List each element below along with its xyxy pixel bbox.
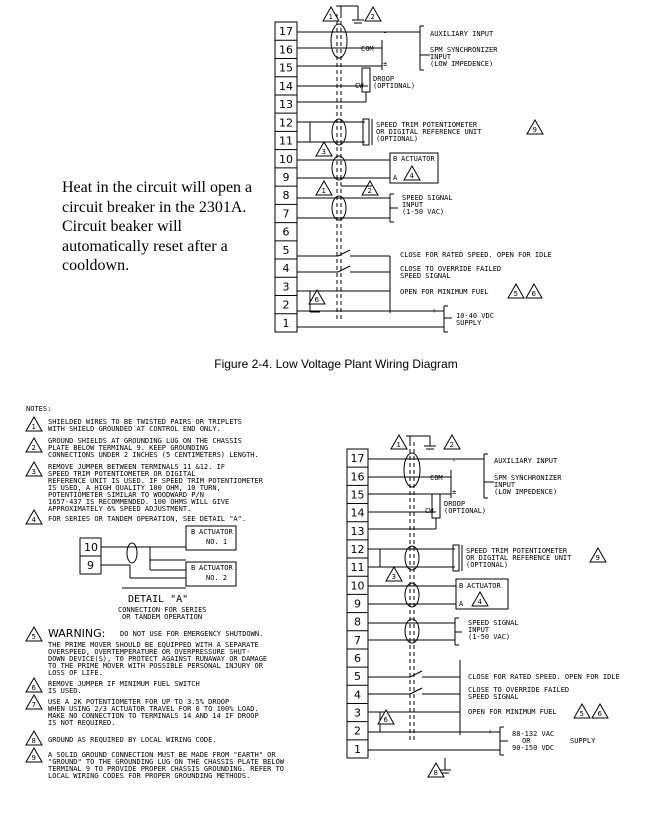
detail-term-10: 10 <box>84 541 98 554</box>
svg-text:WHEN USING 2/3 ACTUATOR TRAVEL: WHEN USING 2/3 ACTUATOR TRAVEL FOR 0 TO 100% LOAD. <box>48 705 259 713</box>
triangle-note-3-b <box>386 567 402 581</box>
svg-text:2: 2 <box>31 444 36 452</box>
detail-act1-l1: ACTUATOR <box>199 528 233 536</box>
svg-text:5: 5 <box>579 710 584 718</box>
d2-terminal-12: 12 <box>350 542 365 556</box>
d2-terminal-3: 3 <box>354 706 361 720</box>
triangle-note-2-b <box>362 181 378 195</box>
triangle-note-6 <box>309 290 325 304</box>
note-4-text: FOR SERIES OR TANDEM OPERATION, SEE DETAIL "A". <box>48 515 247 523</box>
svg-text:DOWN DEVICE(S), TO PROTECT AGA: DOWN DEVICE(S), TO PROTECT AGAINST RUNAWAY OR DAMAGE <box>48 655 268 663</box>
svg-text:4: 4 <box>477 598 482 606</box>
note-tri-5 <box>26 627 42 641</box>
d1-pm: ± <box>383 60 388 68</box>
d2-terminal-1: 1 <box>354 742 361 756</box>
warning-word: WARNING: <box>48 627 106 640</box>
d1-terminal-17: 17 <box>279 25 293 39</box>
d2-terminal-15: 15 <box>350 488 365 502</box>
svg-text:2: 2 <box>449 441 454 449</box>
svg-text:IS USED, A HIGH QUALITY 100 OH: IS USED, A HIGH QUALITY 100 OHM, 10 TURN, <box>48 484 221 492</box>
d2-sig3: (1-50 VAC) <box>468 633 511 641</box>
svg-text:A SOLID GROUND CONNECTION MUST: A SOLID GROUND CONNECTION MUST BE MADE FROM "EARTH" OR <box>48 751 276 759</box>
d1-terminal-10: 10 <box>279 152 293 166</box>
detail-act2-l2: NO. 2 <box>206 574 228 582</box>
svg-text:SHIELDED WIRES TO BE TWISTED P: SHIELDED WIRES TO BE TWISTED PAIRS OR TRIPLETS <box>48 418 242 426</box>
d1-supply2: SUPPLY <box>456 319 482 327</box>
note-1-text <box>48 418 242 433</box>
note-7-text <box>48 698 259 727</box>
d2-com: COM <box>430 474 443 482</box>
svg-text:POTENTIOMETER SIMILAR TO WOODW: POTENTIOMETER SIMILAR TO WOODWARD P/N <box>48 491 204 499</box>
d1-terminal-12: 12 <box>279 116 293 130</box>
triangle-note-2 <box>365 7 381 21</box>
d1-terminal-8: 8 <box>282 189 290 203</box>
triangle-note-5-b <box>574 704 590 718</box>
d2-droop1: DROOP <box>444 500 466 508</box>
d2-trim1: SPEED TRIM POTENTIOMETER <box>466 547 568 555</box>
detail-sub1: CONNECTION FOR SERIES <box>118 606 207 614</box>
d2-cw: CW <box>425 507 434 515</box>
d1-override1: CLOSE TO OVERRIDE FAILED <box>400 265 502 273</box>
svg-text:9: 9 <box>532 126 537 134</box>
svg-text:1657-437 IS RECOMMENDED. 100: 1657-437 IS RECOMMENDED. 100 OHMS WILL GIVE <box>48 498 230 506</box>
d2-terminal-6: 6 <box>354 652 361 666</box>
d1-terminal-9: 9 <box>282 171 290 184</box>
d1-plus: + <box>432 307 437 315</box>
d1-override2: SPEED SIGNAL <box>400 272 451 280</box>
d2-terminal-16: 16 <box>350 470 365 484</box>
triangle-note-9-a <box>527 120 543 134</box>
d1-minfuel: OPEN FOR MINIMUM FUEL <box>400 288 489 296</box>
svg-text:THE PRIME MOVER SHOULD BE EQUI: THE PRIME MOVER SHOULD BE EQUIPPED WITH A SEPARATE <box>48 641 259 649</box>
d2-pm: ± <box>452 488 457 496</box>
d1-cw: CW <box>355 82 364 90</box>
d1-actuator: ACTUATOR <box>401 155 435 163</box>
triangle-note-6-d <box>592 704 608 718</box>
d1-com: COM <box>361 45 374 53</box>
svg-text:1: 1 <box>328 13 333 21</box>
d1-trim3: (OPTIONAL) <box>376 135 419 143</box>
svg-text:1: 1 <box>31 423 36 431</box>
d2-terminal-2: 2 <box>354 724 361 738</box>
warning-block <box>48 627 267 677</box>
svg-text:DO NOT USE FOR EMERGENCY SHUTD: DO NOT USE FOR EMERGENCY SHUTDOWN. <box>120 630 264 638</box>
svg-text:8: 8 <box>31 737 36 745</box>
d2-supply2: 90-150 VDC <box>512 744 555 752</box>
detail-act2-b: B <box>191 564 196 572</box>
d2-minfuel: OPEN FOR MINIMUM FUEL <box>468 708 557 716</box>
diagram2 <box>347 435 608 777</box>
svg-text:7: 7 <box>31 701 36 709</box>
d2-spm1: SPM SYNCHRONIZER <box>494 474 562 482</box>
d2-terminal-9: 9 <box>354 597 361 611</box>
svg-text:1: 1 <box>321 187 326 195</box>
d2-terminal-13: 13 <box>350 524 365 538</box>
svg-text:6: 6 <box>597 710 602 718</box>
d1-trim2: OR DIGITAL REFERENCE UNIT <box>376 128 482 136</box>
note-2-text <box>48 437 259 459</box>
svg-text:WITH SHIELD GROUNDED AT CONTRO: WITH SHIELD GROUNDED AT CONTROL END ONLY. <box>48 425 221 433</box>
triangle-note-6-b <box>526 284 542 298</box>
note-tri-2 <box>26 438 42 452</box>
svg-text:3: 3 <box>321 148 326 156</box>
detail-act1-l2: NO. 1 <box>206 538 228 546</box>
triangle-note-2-c <box>444 435 460 449</box>
note-3-text <box>48 463 264 513</box>
d1-terminal-4: 4 <box>282 262 290 276</box>
note-tri-6 <box>26 678 42 692</box>
figure-caption: Figure 2-4. Low Voltage Plant Wiring Diagram <box>214 357 458 371</box>
triangle-note-9-b <box>590 548 606 562</box>
d1-terminal-2: 2 <box>282 298 290 312</box>
detail-act1-b: B <box>191 528 196 536</box>
svg-text:3: 3 <box>31 468 36 476</box>
d2-supply-or: OR <box>522 737 531 745</box>
d2-aux-input: AUXILIARY INPUT <box>494 457 558 465</box>
d2-terminal-11: 11 <box>350 561 365 575</box>
d1-terminal-7: 7 <box>282 207 290 221</box>
d1-droop2: (OPTIONAL) <box>373 82 416 90</box>
d2-terminal-5: 5 <box>354 670 361 684</box>
d1-terminal-15: 15 <box>279 61 293 75</box>
d1-terminal-14: 14 <box>279 79 293 93</box>
d1-terminal-6: 6 <box>282 225 290 239</box>
triangle-note-4-b <box>472 592 488 606</box>
note-tri-7 <box>26 695 42 709</box>
svg-text:3: 3 <box>391 573 396 581</box>
svg-text:1: 1 <box>396 441 401 449</box>
detail-title: DETAIL "A" <box>128 594 189 605</box>
d1-aux-input: AUXILIARY INPUT <box>430 30 494 38</box>
svg-text:4: 4 <box>409 172 414 180</box>
d1-terminal-5: 5 <box>282 243 290 257</box>
d2-minus2: - <box>488 746 493 754</box>
svg-text:GROUND SHIELDS AT GROUNDING LU: GROUND SHIELDS AT GROUNDING LUG ON THE CHASSIS <box>48 437 242 445</box>
d2-rated: CLOSE FOR RATED SPEED. OPEN FOR IDLE <box>468 673 620 681</box>
note-6-text <box>48 680 200 695</box>
d2-override1: CLOSE TO OVERRIDE FAILED <box>468 686 570 694</box>
note-9-text <box>48 751 285 780</box>
svg-text:TO THE PRIME MOVER WITH POSSIB: TO THE PRIME MOVER WITH POSSIBLE PERSONAL INJURY OR <box>48 662 263 670</box>
d2-b: B <box>459 582 464 590</box>
d2-terminal-10: 10 <box>350 579 365 593</box>
svg-text:9: 9 <box>595 554 600 562</box>
d1-rated: CLOSE FOR RATED SPEED. OPEN FOR IDLE <box>400 251 552 259</box>
note-tri-3 <box>26 462 42 476</box>
shield-ground-top <box>336 6 364 320</box>
d1-minus: - <box>383 29 388 37</box>
svg-text:"GROUND" TO THE GROUNDING LUG: "GROUND" TO THE GROUNDING LUG ON THE CHASSIS PLATE BELOW <box>48 758 285 766</box>
svg-text:2: 2 <box>370 13 375 21</box>
detail-term-9: 9 <box>87 559 94 572</box>
d1-spm1: SPM SYNCHRONIZER <box>430 46 498 54</box>
d1-terminal-16: 16 <box>279 43 293 57</box>
d2-a: A <box>459 600 464 608</box>
d1-a: A <box>393 174 398 182</box>
svg-text:USE A 2K POTENTIOMETER FOR UP: USE A 2K POTENTIOMETER FOR UP TO 3.5% DROOP <box>48 698 230 706</box>
svg-text:6: 6 <box>314 296 319 304</box>
d2-spm3: (LOW IMPEDENCE) <box>494 488 558 496</box>
triangle-note-5 <box>508 284 524 298</box>
d1-droop1: DROOP <box>373 75 395 83</box>
svg-text:6: 6 <box>383 716 388 724</box>
d2-terminal-17: 17 <box>350 452 365 466</box>
note-tri-9 <box>26 748 42 762</box>
svg-text:OVERSPEED, OVERTEMPERATURE OR: OVERSPEED, OVERTEMPERATURE OR OVERPRESSURE SHUT- <box>48 648 251 656</box>
svg-text:5: 5 <box>31 633 36 641</box>
d1-supply1: 10-40 VDC <box>456 312 494 320</box>
d1-sig2: INPUT <box>402 201 424 209</box>
notes-title: NOTES: <box>26 405 52 413</box>
svg-text:9: 9 <box>31 754 36 762</box>
d2-minus: - <box>452 457 457 465</box>
svg-text:8: 8 <box>433 769 438 777</box>
d1-sig3: (1-50 VAC) <box>402 208 445 216</box>
detail-sub2: OR TANDEM OPERATION <box>122 613 203 621</box>
d2-droop2: (OPTIONAL) <box>444 507 487 515</box>
svg-text:CONNECTIONS UNDER 2 INCHES (5: CONNECTIONS UNDER 2 INCHES (5 CENTIMETERS) LENGTH. <box>48 451 259 459</box>
note-tri-8 <box>26 731 42 745</box>
circuit-breaker-note: Heat in the circuit will open a circuit breaker in the 2301A. Circuit beaker will automatically reset after a cooldown. <box>62 179 253 274</box>
triangle-note-1-c <box>391 435 407 449</box>
svg-text:SPEED TRIM POTENTIOMETER OR DI: SPEED TRIM POTENTIOMETER OR DIGITAL <box>48 470 196 478</box>
d2-sig1: SPEED SIGNAL <box>468 619 519 627</box>
d2-actuator: ACTUATOR <box>467 582 501 590</box>
d1-spm3: (LOW IMPEDENCE) <box>430 60 494 68</box>
d1-spm2: INPUT <box>430 53 452 61</box>
d2-supply3: SUPPLY <box>570 737 596 745</box>
d2-plus: + <box>488 728 493 736</box>
svg-text:PLATE BELOW TERMINAL 9. KEEP: PLATE BELOW TERMINAL 9. KEEP GROUNDING <box>48 444 209 452</box>
d1-terminal-3: 3 <box>282 280 290 294</box>
svg-text:REMOVE JUMPER IF MINIMUM FUEL: REMOVE JUMPER IF MINIMUM FUEL SWITCH <box>48 680 200 688</box>
note-tri-4 <box>26 510 42 524</box>
d1-minus2: - <box>432 323 437 331</box>
d2-spm2: INPUT <box>494 481 516 489</box>
svg-text:TERMINAL 9 TO PROVIDE PROPER C: TERMINAL 9 TO PROVIDE PROPER CHASSIS GROUNDING. REFER TO <box>48 765 285 773</box>
svg-text:IS NOT REQUIRED.: IS NOT REQUIRED. <box>48 719 116 727</box>
d2-terminal-4: 4 <box>354 688 361 702</box>
triangle-note-1-b <box>316 181 332 195</box>
svg-text:4: 4 <box>31 516 36 524</box>
svg-text:APPROXIMATELY 6% SPEED ADJUSTM: APPROXIMATELY 6% SPEED ADJUSTMENT. <box>48 505 192 513</box>
d1-terminal-13: 13 <box>279 98 293 112</box>
triangle-note-3 <box>316 142 332 156</box>
d1-terminal-1: 1 <box>282 316 290 330</box>
svg-text:REFERENCE UNIT IS USED. IF SP: REFERENCE UNIT IS USED. IF SPEED TRIM POTENTIOMETER <box>48 477 263 485</box>
d2-supply1: 88-132 VAC <box>512 730 555 738</box>
svg-text:6: 6 <box>531 290 536 298</box>
notes-triangles <box>26 417 42 762</box>
detail-act2-l1: ACTUATOR <box>199 564 233 572</box>
svg-text:REMOVE JUMPER BETWEEN TERMINAL: REMOVE JUMPER BETWEEN TERMINALS 11 &12. IF <box>48 463 226 471</box>
d2-terminal-7: 7 <box>354 633 361 647</box>
note-tri-1 <box>26 417 42 431</box>
svg-text:2: 2 <box>367 187 372 195</box>
svg-text:6: 6 <box>31 684 36 692</box>
d2-trim3: (OPTIONAL) <box>466 561 509 569</box>
svg-text:LOSS OF LIFE.: LOSS OF LIFE. <box>48 669 103 677</box>
d2-sig2: INPUT <box>468 626 490 634</box>
d1-trim1: SPEED TRIM POTENTIOMETER <box>376 121 478 129</box>
d2-terminal-8: 8 <box>354 615 361 629</box>
svg-text:IS USED.: IS USED. <box>48 687 82 695</box>
d2-override2: SPEED SIGNAL <box>468 693 519 701</box>
svg-text:MAKE NO CONNECTION TO TERMINAL: MAKE NO CONNECTION TO TERMINALS 14 AND 14 IF DROOP <box>48 712 259 720</box>
d1-sig1: SPEED SIGNAL <box>402 194 453 202</box>
d1-b: B <box>393 155 398 163</box>
d1-terminal-11: 11 <box>279 134 293 148</box>
d2-trim2: OR DIGITAL REFERENCE UNIT <box>466 554 572 562</box>
svg-text:5: 5 <box>513 290 518 298</box>
d2-terminal-14: 14 <box>350 506 365 520</box>
svg-text:LOCAL WIRING CODES FOR PROPER: LOCAL WIRING CODES FOR PROPER GROUNDING METHODS. <box>48 772 251 780</box>
triangle-note-4 <box>404 166 420 180</box>
note-8-text: GROUND AS REQUIRED BY LOCAL WIRING CODE. <box>48 736 217 744</box>
diagram1 <box>275 6 543 332</box>
